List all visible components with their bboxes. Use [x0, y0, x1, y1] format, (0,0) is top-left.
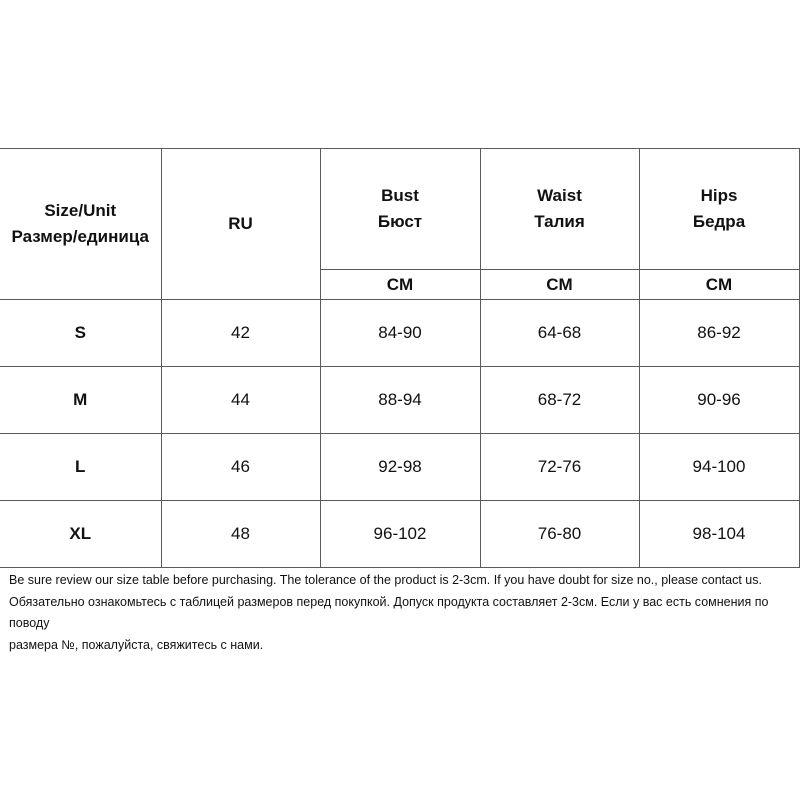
- cell-bust: 96-102: [320, 501, 480, 568]
- cell-ru: 42: [161, 300, 320, 367]
- cell-waist: 64-68: [480, 300, 639, 367]
- note-ru-line-1: Обязательно ознакомьтесь с таблицей размеров перед покупкой. Допуск продукта составляет 2-3см. Если у вас есть сомнения по поводу: [9, 594, 769, 630]
- size-chart-table: [0, 148, 800, 568]
- cell-size: XL: [0, 501, 161, 568]
- table-row: [0, 367, 799, 434]
- table-row: [0, 434, 799, 501]
- header-size-unit: [0, 149, 161, 300]
- header-bust-en: Bust: [381, 186, 419, 205]
- unit-bust: CM: [320, 270, 480, 300]
- cell-size: L: [0, 434, 161, 501]
- note-en: Be sure review our size table before purchasing. The tolerance of the product is 2-3cm. If you have doubt for size no., please contact us.: [9, 573, 762, 587]
- header-waist: [480, 149, 639, 270]
- cell-waist: 68-72: [480, 367, 639, 434]
- cell-ru: 46: [161, 434, 320, 501]
- cell-size: M: [0, 367, 161, 434]
- header-size-unit-en: Size/Unit: [44, 201, 117, 220]
- cell-size: S: [0, 300, 161, 367]
- header-ru: [161, 149, 320, 300]
- header-ru-label: RU: [228, 214, 253, 233]
- cell-waist: 76-80: [480, 501, 639, 568]
- cell-bust: 92-98: [320, 434, 480, 501]
- header-waist-en: Waist: [537, 186, 582, 205]
- cell-hips: 94-100: [639, 434, 799, 501]
- header-hips-ru: Бедра: [692, 212, 746, 231]
- cell-bust: 88-94: [320, 367, 480, 434]
- header-size-unit-ru: Размер/единица: [11, 227, 149, 246]
- note-ru-line-2: размера №, пожалуйста, свяжитесь с нами.: [9, 637, 264, 652]
- cell-ru: 48: [161, 501, 320, 568]
- unit-hips: CM: [639, 270, 799, 300]
- cell-waist: 72-76: [480, 434, 639, 501]
- cell-hips: 98-104: [639, 501, 799, 568]
- header-waist-ru: Талия: [534, 212, 585, 231]
- header-hips: [639, 149, 799, 270]
- table-row: [0, 300, 799, 367]
- unit-waist: CM: [480, 270, 639, 300]
- table-header-row: [0, 149, 799, 270]
- header-bust-ru: Бюст: [377, 212, 423, 231]
- cell-ru: 44: [161, 367, 320, 434]
- size-note: [9, 570, 794, 656]
- cell-bust: 84-90: [320, 300, 480, 367]
- header-hips-en: Hips: [700, 186, 738, 205]
- table-row: [0, 501, 799, 568]
- cell-hips: 86-92: [639, 300, 799, 367]
- header-bust: [320, 149, 480, 270]
- cell-hips: 90-96: [639, 367, 799, 434]
